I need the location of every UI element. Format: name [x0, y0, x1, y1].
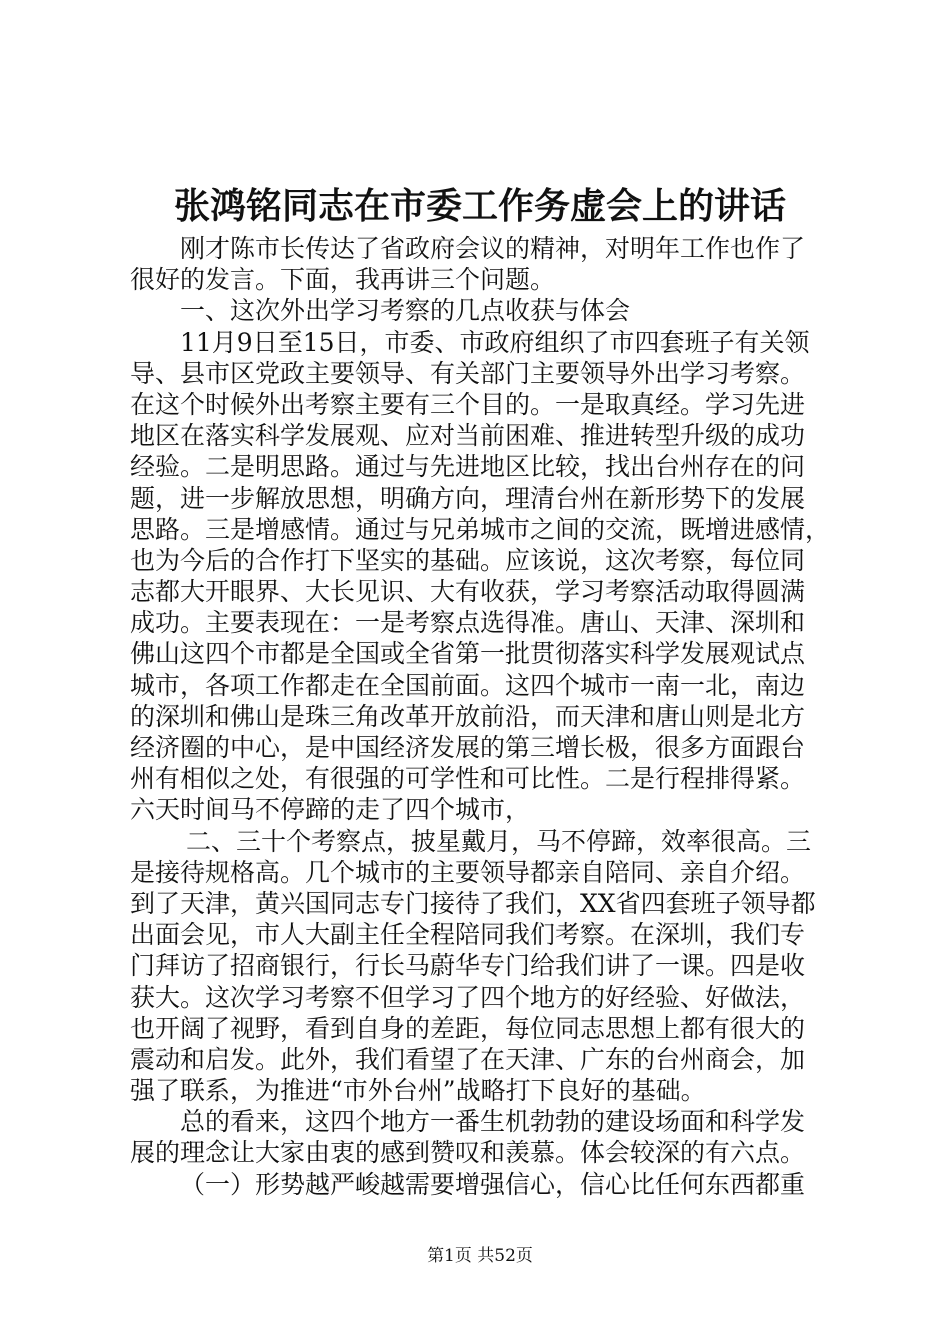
subsection-heading: （一）形势越严峻越需要增强信心，信心比任何东西都重 [180, 1169, 806, 1199]
body-line: 经验。二是明思路。通过与先进地区比较，找出台州存在的问 [130, 452, 806, 482]
body-line: 州有相似之处，有很强的可学性和可比性。二是行程排得紧。 [130, 764, 806, 794]
body-line: 也开阔了视野，看到自身的差距，每位同志思想上都有很大的 [130, 1013, 806, 1043]
body-line: 在这个时候外出考察主要有三个目的。一是取真经。学习先进 [130, 389, 806, 419]
body-line: 的深圳和佛山是珠三角改革开放前沿，而天津和唐山则是北方 [130, 701, 806, 731]
body-line: 刚才陈市长传达了省政府会议的精神，对明年工作也作了 [180, 234, 806, 263]
body-line: 震动和启发。此外，我们看望了在天津、广东的台州商会，加 [130, 1044, 806, 1074]
body-line: 六天时间马不停蹄的走了四个城市， [130, 795, 531, 825]
body-line: 很好的发言。下面，我再讲三个问题。 [130, 265, 556, 295]
document-body [130, 233, 830, 1200]
body-line: 导、县市区党政主要领导、有关部门主要领导外出学习考察。 [130, 358, 806, 388]
body-line: 是接待规格高。几个城市的主要领导都亲自陪同、亲自介绍。 [130, 857, 806, 887]
body-line: 强了联系，为推进“市外台州”战略打下良好的基础。 [130, 1076, 706, 1106]
section-heading: 一、这次外出学习考察的几点收获与体会 [180, 296, 631, 326]
body-line: 出面会见，市人大副主任全程陪同我们考察。在深圳，我们专 [130, 920, 806, 950]
body-line: 城市，各项工作都走在全国前面。这四个城市一南一北，南边 [130, 670, 806, 700]
body-line: 门拜访了招商银行，行长马蔚华专门给我们讲了一课。四是收 [130, 951, 806, 981]
body-line: 志都大开眼界、大长见识、大有收获，学习考察活动取得圆满 [130, 577, 806, 607]
body-line: 总的看来，这四个地方一番生机勃勃的建设场面和科学发 [180, 1107, 806, 1137]
page-number-footer: 第1页 共52页 [427, 1246, 533, 1266]
body-line: 二、三十个考察点，披星戴月，马不停蹄，效率很高。三 [186, 826, 812, 856]
body-line: 经济圈的中心，是中国经济发展的第三增长极，很多方面跟台 [130, 733, 806, 762]
body-line: 成功。主要表现在：一是考察点选得准。唐山、天津、深圳和 [130, 608, 806, 638]
body-line: 佛山这四个市都是全国或全省第一批贯彻落实科学发展观试点 [130, 639, 806, 669]
body-line: 也为今后的合作打下坚实的基础。应该说，这次考察，每位同 [130, 545, 806, 575]
body-line: 地区在落实科学发展观、应对当前困难、推进转型升级的成功 [130, 421, 806, 451]
body-line: 展的理念让大家由衷的感到赞叹和羡慕。体会较深的有六点。 [130, 1138, 806, 1168]
document-page [130, 0, 830, 1344]
body-line: 题，进一步解放思想，明确方向，理清台州在新形势下的发展 [130, 483, 806, 513]
body-line: 思路。三是增感情。通过与兄弟城市之间的交流，既增进感情， [130, 514, 831, 544]
body-line: 获大。这次学习考察不但学习了四个地方的好经验、好做法， [130, 982, 806, 1012]
body-line: 到了天津，黄兴国同志专门接待了我们，XX省四套班子领导都 [130, 888, 816, 918]
body-line: 11月9日至15日，市委、市政府组织了市四套班子有关领 [180, 327, 810, 357]
document-title: 张鸿铭同志在市委工作务虚会上的讲话 [173, 185, 786, 227]
